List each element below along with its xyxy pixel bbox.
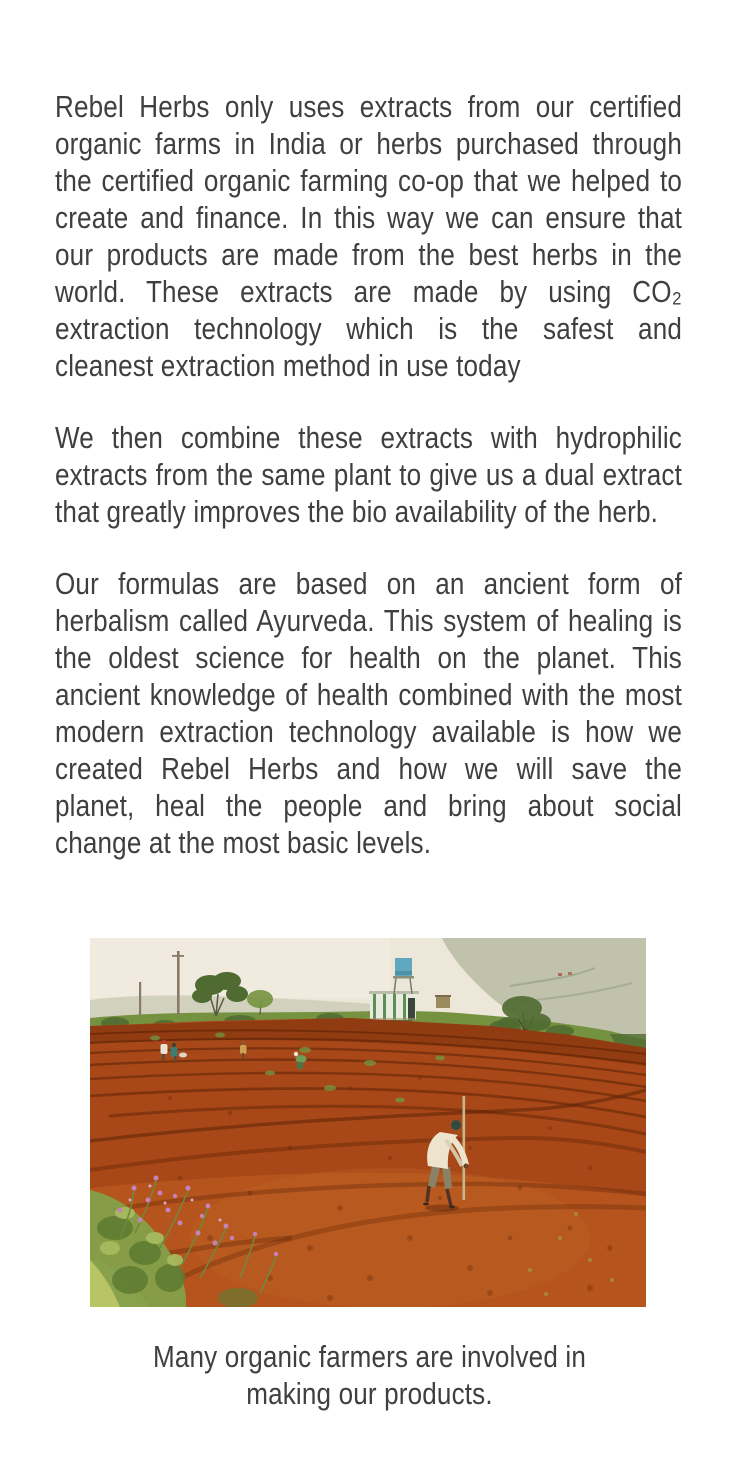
caption-line-1: Many organic farmers are involved in <box>152 1339 586 1374</box>
farmer-cap <box>451 1120 461 1130</box>
paragraph-ayurveda: Our formulas are based on an ancient form of herbalism called Ayurveda. This system of healing is the oldest science for health on the planet. This ancient knowledge of health combined with the most modern extraction technology available is how we created Rebel Herbs and how we will save the planet, heal the people and bring about social change at the most basic levels. <box>55 566 683 860</box>
farmer-shin <box>427 1186 429 1202</box>
paragraph-dual-extract: We then combine these extracts with hydrophilic extracts from the same plant to give us a dual extract that greatly improves the bio availability of the herb. <box>55 420 683 529</box>
farm-building <box>369 991 419 1020</box>
hillside-hut <box>568 972 572 975</box>
sunlight-glow <box>190 1168 590 1307</box>
building-doorway <box>408 998 415 1020</box>
farmer-hand <box>464 1164 469 1169</box>
farmer-foot <box>423 1203 429 1206</box>
farm-photo-illustration <box>90 938 646 1307</box>
paragraph-sourcing: Rebel Herbs only uses extracts from our certified organic farms in India or herbs purchased through the certified organic farming co-op that we helped to create and finance. In this way we can ensure that our products are made from the best herbs in the world. These extracts are made by using CO₂ extraction technology which is the safest and cleanest extraction method in use today <box>55 89 683 383</box>
hillside-hut <box>558 973 562 976</box>
photo-caption <box>59 1338 680 1412</box>
farm-photo <box>90 938 646 1307</box>
farmer-foot <box>449 1206 455 1209</box>
article-text <box>55 88 682 896</box>
brown-hut <box>435 995 451 1008</box>
caption-line-2: making our products. <box>246 1376 493 1411</box>
